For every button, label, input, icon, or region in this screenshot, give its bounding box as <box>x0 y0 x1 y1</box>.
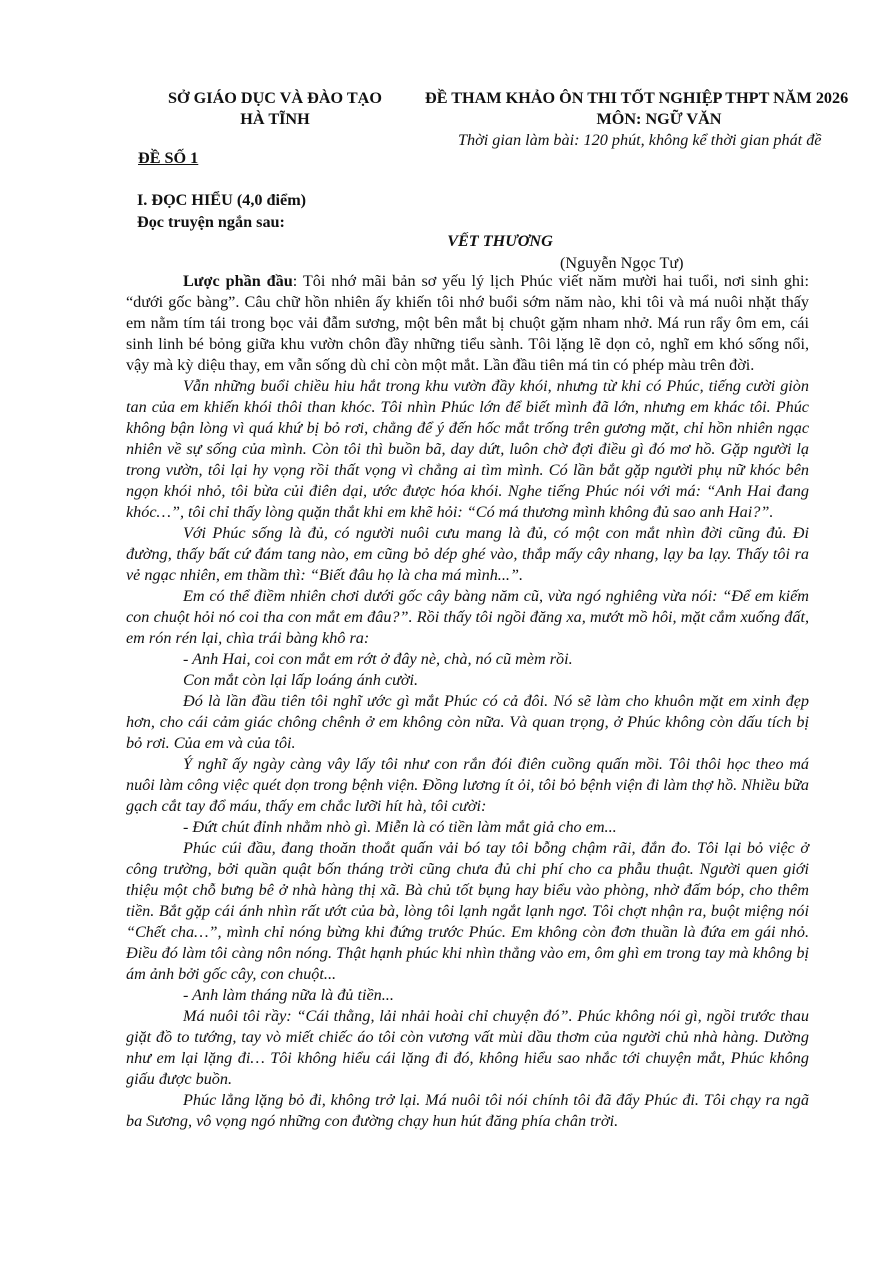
section-heading: I. ĐỌC HIỂU (4,0 điểm) <box>137 191 307 209</box>
story-paragraph-3: Với Phúc sống là đủ, có người nuôi cưu mang là đủ, có một con mắt nhìn đời cũng đủ. Đi đường, thấy bất cứ đám tang nào, em cũng bỏ dép ghé vào, thắp mấy cây nhang, lạy ba lạy. Thấy tôi ra vẻ ngạc nhiên, em thầm thì: “Biết đâu họ là cha má mình...”. <box>126 524 809 584</box>
story-paragraph-2: Vẫn những buổi chiều hiu hắt trong khu vườn đầy khói, nhưng từ khi có Phúc, tiếng cười giòn tan của em khiến khói thôi than khóc. Tôi nhìn Phúc lớn để biết mình đã lớn, nhưng em khác tôi. Phúc không bận lòng vì quá khứ bị bỏ rơi, chẳng để ý đến hốc mắt trống trên gương mặt, chỉ hồn nhiên ngạc nhiên về sự sống của mình. Còn tôi thì buồn bã, day dứt, luôn chờ đợi điều gì đó mơ hồ. Gặp người lạ trong vườn, tôi lại hy vọng rồi thất vọng vì chẳng ai tìm mình. Có lần bắt gặp người phụ nữ khóc bên ngọn khói nhỏ, tôi bừa củi điên dại, ước được hóa khói. Nghe tiếng Phúc nói với má: “Anh Hai đang khóc…”, tôi chỉ thấy lòng quặn thắt khi em khẽ hỏi: “Có má thương mình không đủ sao anh Hai?”. <box>126 377 809 521</box>
story-paragraph-6: Đó là lần đầu tiên tôi nghĩ ước gì mắt Phúc có cả đôi. Nó sẽ làm cho khuôn mặt em xinh đẹp hơn, cho cái cảm giác chông chênh ở em không còn nữa. Và quan trọng, ở Phúc không còn dấu tích bị bỏ rơi. Của em và của tôi. <box>126 692 809 752</box>
exam-header <box>425 88 893 151</box>
story-paragraph-1 <box>126 271 809 376</box>
exam-title: ĐỀ THAM KHẢO ÔN THI TỐT NGHIỆP THPT NĂM 2026 <box>425 89 849 107</box>
exam-subject: MÔN: NGỮ VĂN <box>596 110 722 128</box>
story-paragraph-4: Em có thể điềm nhiên chơi dưới gốc cây bàng năm cũ, vừa ngó nghiêng vừa nói: “Để em kiếm con chuột hỏi nó coi tha con mắt em đâu?”. Rồi thấy tôi ngồi đăng xa, mướt mồ hôi, mặt cắm xuống đất, em rón rén lại, chìa trái bàng khô ra: <box>126 587 809 647</box>
story-paragraph-8: Phúc cúi đầu, đang thoăn thoắt quấn vải bó tay tôi bỗng chậm rãi, đắn đo. Tôi lại bỏ việc ở công trường, bởi quần quật bốn tháng trời cũng chưa đủ chi phí cho ca phẫu thuật. Người quen giới thiệu một chỗ bưng bê ở nhà hàng thị xã. Bà chủ tốt bụng hay biểu vào phòng, nhờ đấm bóp, cho thêm tiền. Bắt gặp cái ánh nhìn rất ướt của bà, lòng tôi lạnh ngắt lạnh ngơ. Tôi chợt nhận ra, buột miệng nói “Chết cha…”, mình chỉ nóng bừng khi đứng trước Phúc. Em không còn đơn thuần là đứa em gái nhỏ. Điều đó làm tôi càng nôn nóng. Thật hạnh phúc khi nhìn thẳng vào em, ôm ghì em trong tay mà không bị ám ảnh bởi gốc cây, con chuột... <box>126 839 809 983</box>
story-paragraph-7: Ý nghĩ ấy ngày càng vây lấy tôi như con rắn đói điên cuồng quấn mồi. Tôi thôi học theo má nuôi làm công việc quét dọn trong bệnh viện. Đồng lương ít ỏi, tôi bỏ bệnh viện đi làm thợ hồ. Nhiều bữa gạch cắt tay đổ máu, thấy em chắc lưỡi hít hà, tôi cười: <box>126 755 809 815</box>
story-title: VẾT THƯƠNG <box>447 232 553 250</box>
story-body <box>126 271 809 1132</box>
exam-number: ĐỀ SỐ 1 <box>138 149 199 167</box>
lead-label: Lược phần đầu <box>183 272 293 290</box>
department-header <box>135 88 415 130</box>
department-name: SỞ GIÁO DỤC VÀ ĐÀO TẠO <box>168 89 382 107</box>
paragraph-text: : Tôi nhớ mãi bản sơ yếu lý lịch Phúc viết năm mười hai tuổi, nơi sinh ghi: “dưới gốc bàng”. Câu chữ hồn nhiên ấy khiến tôi nhớ buổi sớm năm nào, khi tôi và má nuôi nhặt thấy em nằm tím tái trong bọc vải đẫm sương, một bên mắt bị chuột gặm nham nhở. Má run rẩy ôm em, cái sinh linh bé bỏng giữa khu vườn chôn đầy những tiểu sành. Tôi lặng lẽ dọn cỏ, nghĩ em khó sống nổi, vậy mà kỳ diệu thay, em vẫn sống dù chỉ còn một mắt. Lần đầu tiên má tin có phép màu trên đời. <box>126 272 809 374</box>
story-paragraph-9: Má nuôi tôi rầy: “Cái thằng, lải nhải hoài chỉ chuyện đó”. Phúc không nói gì, ngồi trước thau giặt đồ to tướng, tay vò miết chiếc áo tôi còn vương vất mùi dầu thơm của người chủ nhà hàng. Dường như em lại lặng đi… Tôi không hiểu cái lặng đi đó, không hiểu sao nhắc tới chuyện mắt, Phúc không giấu được buồn. <box>126 1007 809 1088</box>
reading-section <box>137 190 306 234</box>
province-name: HÀ TĨNH <box>240 110 310 128</box>
story-author: (Nguyễn Ngọc Tư) <box>560 254 684 272</box>
story-dialogue-2: - Đứt chút đỉnh nhằm nhò gì. Miễn là có tiền làm mắt giả cho em... <box>183 818 617 836</box>
story-dialogue-3: - Anh làm tháng nữa là đủ tiền... <box>183 986 394 1004</box>
story-dialogue-1: - Anh Hai, coi con mắt em rớt ở đây nè, chà, nó cũ mèm rồi. <box>183 650 573 668</box>
story-paragraph-10: Phúc lẳng lặng bỏ đi, không trở lại. Má nuôi tôi nói chính tôi đã đẩy Phúc đi. Tôi chạy ra ngã ba Sương, vô vọng ngó những con đường chạy hun hút đăng phía chân trời. <box>126 1091 809 1130</box>
story-paragraph-5: Con mắt còn lại lấp loáng ánh cười. <box>183 671 419 689</box>
exam-duration: Thời gian làm bài: 120 phút, không kể thời gian phát đề <box>458 131 822 149</box>
section-instruction: Đọc truyện ngắn sau: <box>137 213 285 231</box>
